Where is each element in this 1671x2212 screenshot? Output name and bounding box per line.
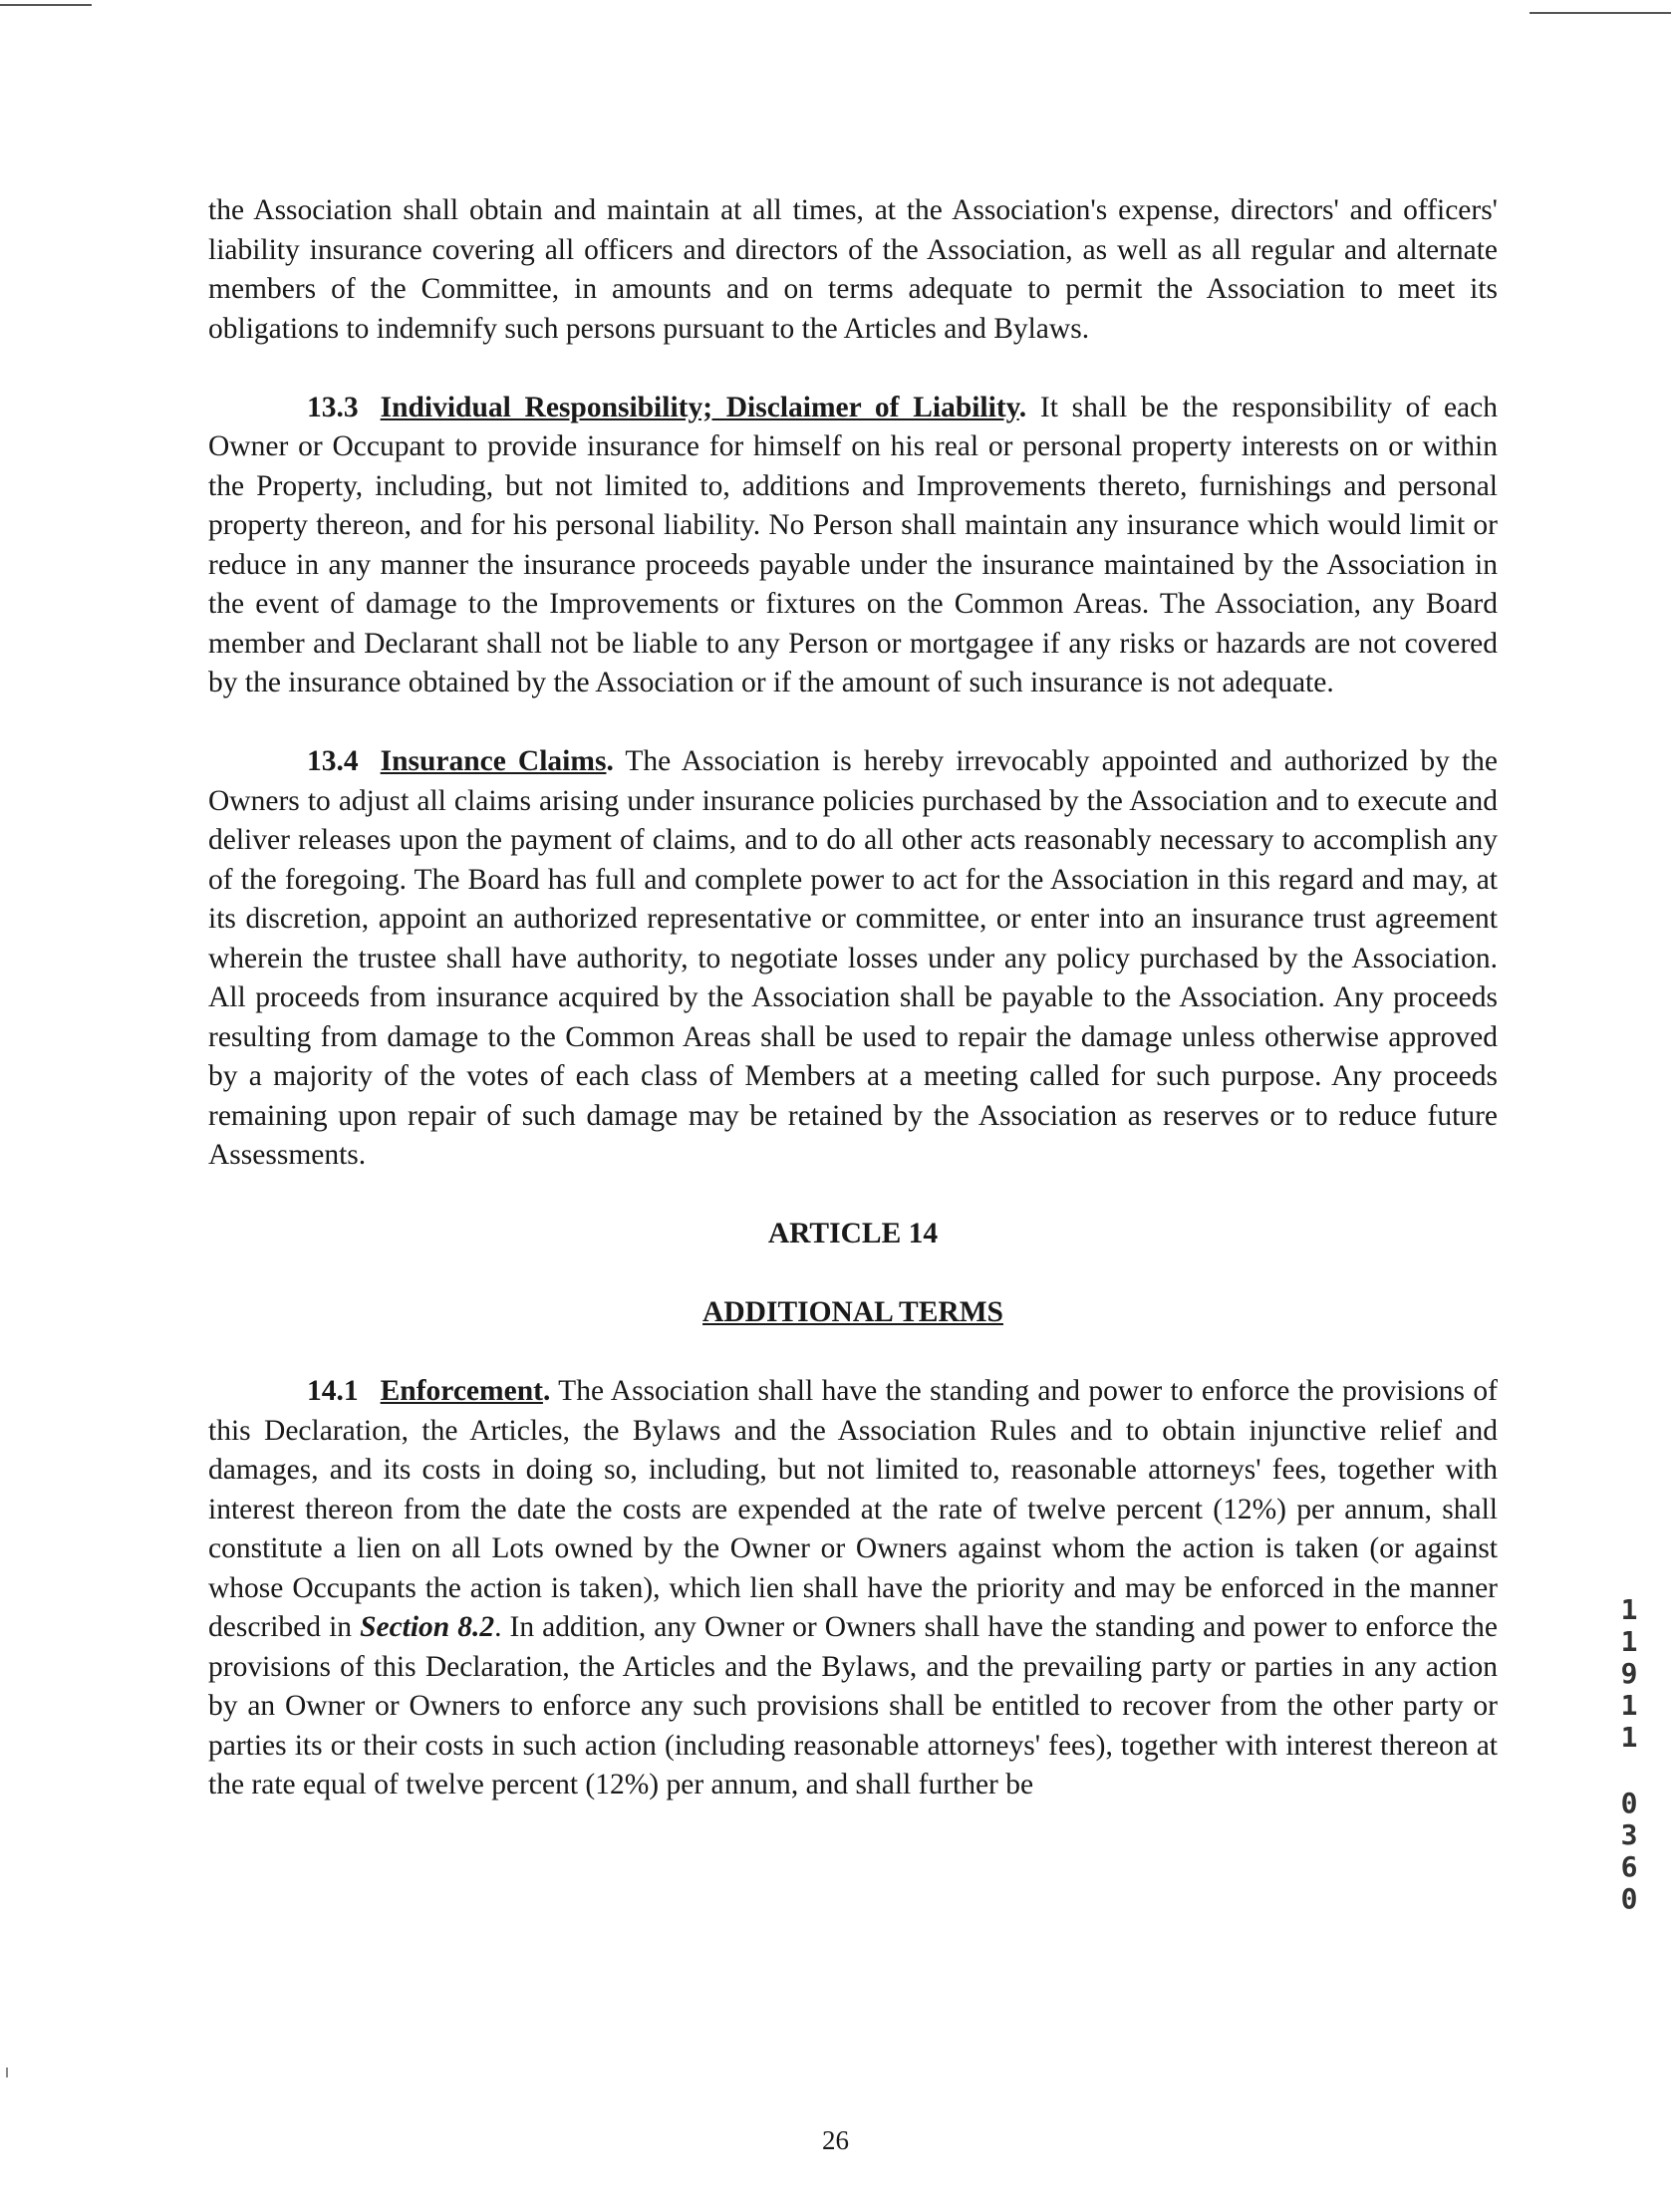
stamp-digit: 6 — [1620, 1850, 1638, 1883]
margin-stamp-group-a — [1618, 1594, 1640, 1754]
section-title-punct: . — [542, 1375, 551, 1407]
page-number — [0, 2125, 1671, 2156]
section-title: Individual Responsibility; Disclaimer of Liability — [380, 391, 1019, 423]
stamp-digit: 1 — [1620, 1689, 1638, 1722]
section-reference: Section 8.2 — [360, 1611, 495, 1643]
article-label — [208, 1215, 1498, 1254]
section-13-3 — [208, 389, 1498, 703]
margin-stamp — [1618, 1594, 1640, 1949]
section-text-after: . In addition, any Owner or Owners shall have the standing and power to enforce the provisions of this Declaration, the Articles and the Bylaws, and the prevailing party or parties in any action by an Owner or Owners to enforce any such provisions shall be entitled to recover from the other party or parties its or their costs in such action (including reasonable attorneys' fees), together with interest thereon at the rate equal of twelve percent (12%) per annum, and shall further be — [208, 1611, 1498, 1800]
stamp-digit: 9 — [1620, 1657, 1638, 1690]
section-text: The Association is hereby irrevocably appointed and authorized by the Owners to adjust all claims arising under insurance policies purchased by the Association and to execute and deliver releases upon the payment of claims, and to do all other acts reasonably necessary to accomplish any of the foregoing. The Board has full and complete power to act for the Association in this regard and may, at its discretion, appoint an authorized representative or committee, or enter into an insurance trust agreement wherein the trustee shall have authority, to negotiate losses under any policy purchased by the Association. All proceeds from insurance acquired by the Association shall be payable to the Association. Any proceeds resulting from damage to the Common Areas shall be used to repair the damage unless otherwise approved by a majority of the votes of each class of Members at a meeting called for such purpose. Any proceeds remaining upon repair of such damage may be retained by the Association as reserves or to reduce future Assessments. — [208, 745, 1499, 1171]
continuation-text: the Association shall obtain and maintain at all times, at the Association's expense, directors' and officers' liability insurance covering all officers and directors of the Association, as well as all regular and alternate members of the Committee, in amounts and on terms adequate to permit the Association to meet its obligations to indemnify such persons pursuant to the Articles and Bylaws. — [208, 194, 1498, 345]
section-text-before: The Association shall have the standing and power to enforce the provisions of this Declaration, the Articles, the Bylaws and the Association Rules and to obtain injunctive relief and damages, and its costs in doing so, including, but not limited to, reasonable attorneys' fees, together with interest thereon from the date the costs are expended at the rate of twelve percent (12%) per annum, shall constitute a lien on all Lots owned by the Owner or Owners against whom the action is taken (or against whose Occupants the action is taken), which lien shall have the priority and may be enforced in the manner described in — [208, 1375, 1498, 1643]
section-number: 13.3 — [307, 391, 359, 423]
top-left-rule — [0, 4, 92, 6]
section-title-punct: . — [1018, 391, 1027, 423]
section-title-punct: . — [606, 745, 614, 777]
document-body — [208, 191, 1498, 1844]
stamp-digit: 1 — [1620, 1625, 1638, 1658]
page-number-text: 26 — [822, 2125, 849, 2155]
section-13-4 — [208, 742, 1498, 1176]
article-title-text: ADDITIONAL TERMS — [702, 1296, 1003, 1328]
section-title: Enforcement — [380, 1375, 543, 1407]
stamp-digit: 0 — [1620, 1882, 1638, 1915]
section-title: Insurance Claims — [380, 745, 607, 777]
margin-stamp-group-b — [1618, 1788, 1640, 1915]
stamp-digit: 1 — [1620, 1721, 1638, 1754]
section-14-1 — [208, 1372, 1498, 1805]
section-text: It shall be the responsibility of each Owner or Occupant to provide insurance for himself on his real or personal property interests on or within the Property, including, but not limited to, additions and Improvements thereto, furnishings and personal property thereon, and for his personal liability. No Person shall maintain any insurance which would limit or reduce in any manner the insurance proceeds payable under the insurance maintained by the Association in the event of damage to the Improvements or fixtures on the Common Areas. The Association, any Board member and Declarant shall not be liable to any Person or mortgagee if any risks or hazards are not covered by the insurance obtained by the Association or if the amount of such insurance is not adequate. — [208, 391, 1498, 698]
stamp-digit: 3 — [1620, 1818, 1638, 1851]
stamp-digit: 0 — [1620, 1787, 1638, 1819]
stamp-digit: 1 — [1620, 1593, 1638, 1626]
margin-tick-mark — [6, 2068, 8, 2077]
top-right-rule — [1530, 12, 1671, 14]
section-number: 14.1 — [307, 1375, 359, 1407]
article-title — [208, 1293, 1498, 1333]
section-number: 13.4 — [307, 745, 359, 777]
article-label-text: ARTICLE 14 — [767, 1218, 939, 1249]
continuation-paragraph — [208, 191, 1498, 349]
